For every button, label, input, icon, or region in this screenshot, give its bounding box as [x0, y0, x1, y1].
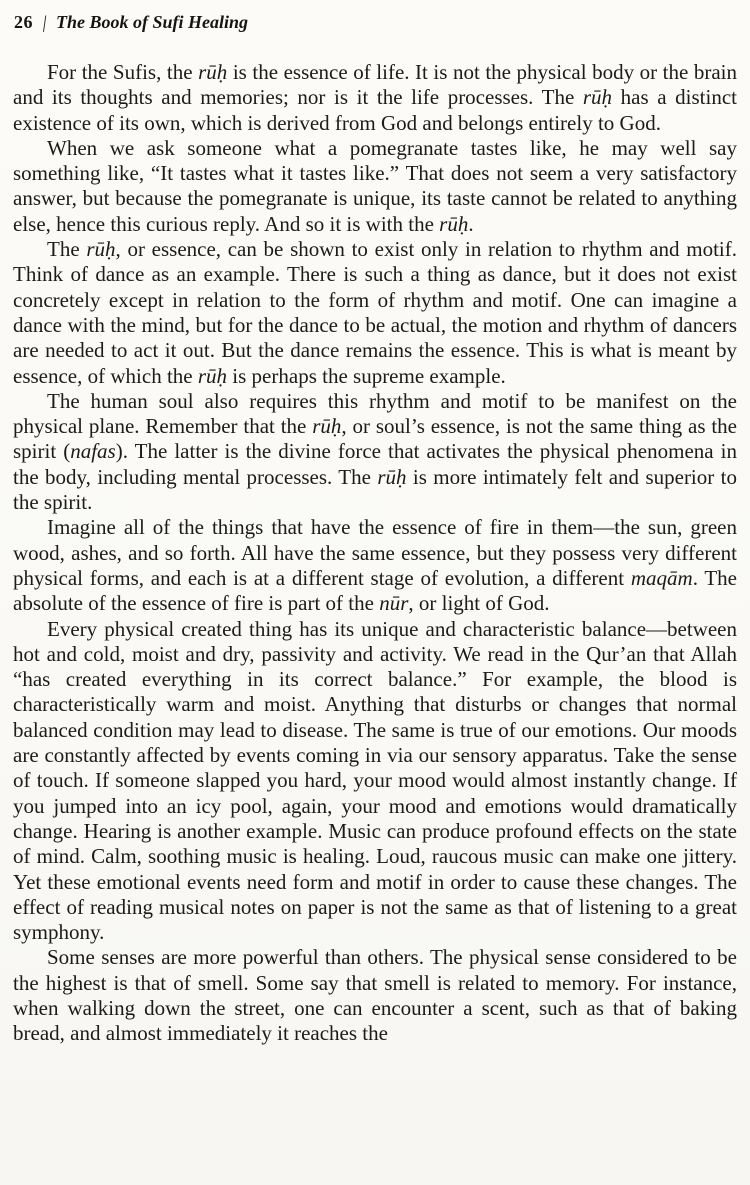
arabic-term: rūḥ [377, 464, 407, 489]
paragraph [13, 515, 737, 616]
arabic-term: nafas [70, 439, 116, 464]
text-run: Some senses are more powerful than others. The physical sense considered to be the highest is that of smell. Some say that smell is related to memory. For instance, when walking down the street, one can encounter a scent, such as that of baking bread, and almost immediately it reaches the [13, 945, 737, 1046]
page-number: 26 [14, 12, 33, 32]
running-header [13, 12, 737, 33]
header-separator: | [40, 12, 49, 32]
paragraph [13, 237, 737, 389]
text-run: is perhaps the supreme example. [227, 363, 506, 388]
arabic-term: rūḥ [439, 211, 469, 236]
text-run: ). The latter is the divine force that activates the physical phenomena in the body, including mental processes. The [13, 439, 737, 489]
paragraph [13, 60, 737, 136]
text-run: , or light of God. [408, 591, 550, 616]
text-run: Imagine all of the things that have the essence of fire in them—the sun, green wood, ashes, and so forth. All have the same essence, but they possess very different physical forms, and each is at a different stage of evolution, a different [13, 515, 737, 590]
text-run: , or essence, can be shown to exist only in relation to rhythm and motif. Think of dance as an example. There is such a thing as dance, but it does not exist concretely except in relation to the form of rhythm and motif. One can imagine a dance with the mind, but for the dance to be actual, the motion and rhythm of dancers are needed to act it out. But the dance remains the essence. This is what is meant by essence, of which the [13, 237, 737, 388]
text-run: is more intimately felt and superior to the spirit. [13, 464, 737, 515]
text-run: Every physical created thing has its unique and characteristic balance—between hot and cold, moist and dry, passivity and activity. We read in the Qur’an that Allah “has created everything in its correct balance.” For example, the blood is characteristically warm and moist. Anything that disturbs or changes that normal balanced condition may lead to disease. The same is true of our emotions. Our moods are constantly affected by events coming in via our sensory apparatus. Take the sense of touch. If someone slapped you hard, your mood would almost instantly change. If you jumped into an icy pool, again, your mood and emotions would dramatically change. Hearing is another example. Music can produce profound effects on the state of mind. Calm, soothing music is healing. Loud, raucous music can make one jittery. Yet these emotional events need form and motif in order to cause these changes. The effect of reading musical notes on paper is not the same as that of listening to a great symphony. [13, 616, 737, 945]
text-run: For the Sufis, the [47, 60, 199, 84]
text-run: , or soul’s essence, is not the same thing as the spirit ( [13, 414, 737, 464]
text-run: . [468, 211, 474, 236]
text-run: When we ask someone what a pomegranate tastes like, he may well say something like, “It tastes what it tastes like.” That does not seem a very satisfactory answer, but because the pomegranate is unique, its taste cannot be related to anything else, hence this curious reply. And so it is with the [13, 135, 737, 236]
text-run: . The absolute of the essence of fire is part of the [13, 565, 737, 616]
arabic-term: rūḥ [582, 85, 613, 110]
text-run: is the essence of life. It is not the physical body or the brain and its thoughts and memories; nor is it the life processes. The [13, 60, 737, 110]
body-text [13, 60, 737, 1047]
arabic-term: nūr [379, 591, 409, 616]
paragraph [13, 389, 737, 515]
arabic-term: rūḥ [312, 414, 342, 439]
arabic-term: rūḥ [86, 237, 116, 262]
arabic-term: rūḥ [198, 60, 228, 84]
paragraph [13, 136, 737, 237]
arabic-term: rūḥ [197, 363, 228, 388]
paragraph [13, 945, 737, 1046]
arabic-term: maqām [630, 565, 693, 590]
text-run: has a distinct existence of its own, which is derived from God and belongs entirely to God. [13, 85, 737, 135]
text-run: The [47, 237, 87, 262]
paragraph [13, 617, 737, 946]
text-run: The human soul also requires this rhythm and motif to be manifest on the physical plane. Remember that the [13, 388, 737, 439]
running-title: The Book of Sufi Healing [55, 12, 248, 32]
